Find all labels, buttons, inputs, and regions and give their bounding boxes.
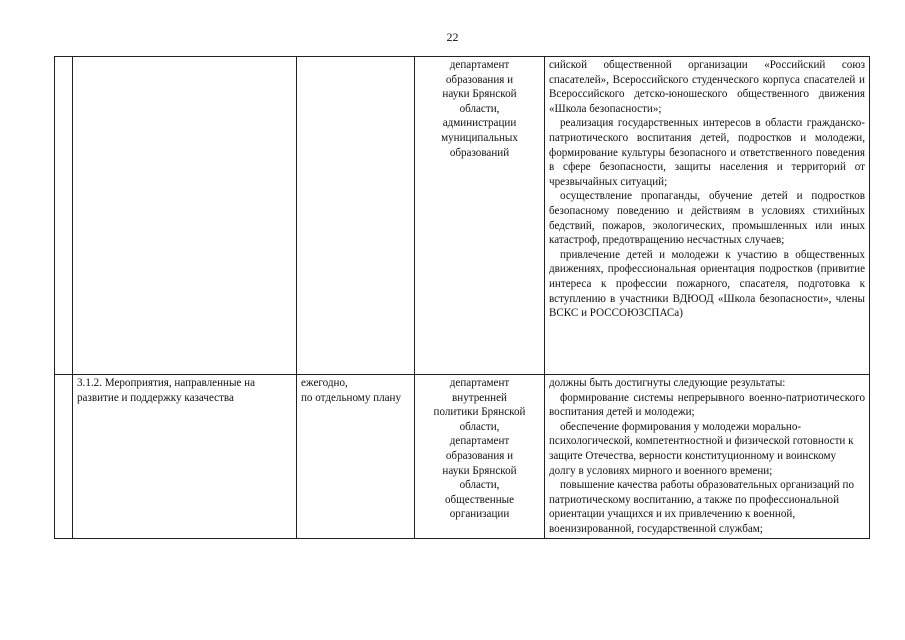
result-paragraph: обеспечение формирования у молодежи морально-психологической, компетентностной и физической готовности к защите Отечества, верности конституционному и воинскому долгу в условиях мирного и военного времени; <box>549 420 854 477</box>
term-cell <box>297 57 415 375</box>
executor-line: области, <box>459 479 500 492</box>
executor-line: образования и <box>445 73 514 86</box>
executors-cell <box>415 375 545 539</box>
result-paragraph: сийской общественной организации «Российский союз спасателей», Всероссийского студенческого корпуса спасателей и Всероссийского детско-юношеского общественного движения «Школа безопасности»; <box>549 59 865 115</box>
executors-cell <box>415 57 545 375</box>
table-row <box>55 57 870 375</box>
executor-line: общественные <box>444 493 515 506</box>
expected-results-cell <box>545 57 870 375</box>
term-cell <box>297 375 415 539</box>
measure-name-cell <box>73 375 297 539</box>
measure-name-cell <box>73 57 297 375</box>
row-number-cell <box>55 57 73 375</box>
row-number-cell <box>55 375 73 539</box>
result-paragraph: формирование системы непрерывного военно-патриотического воспитания детей и молодежи; <box>549 391 865 419</box>
result-paragraph: реализация государственных интересов в области гражданско-патриотического воспитания детей, подростков и молодежи, формирование культуры безопасного и ответственного поведения в сфере безопасности, защиты населения и территорий от чрезвычайных ситуаций; <box>549 117 865 188</box>
executor-line: образования и <box>445 449 514 462</box>
result-paragraph: должны быть достигнуты следующие результаты: <box>549 377 786 389</box>
result-paragraph: повышение качества работы образовательных организаций по патриотическому воспитанию, а также по профессиональной ориентации учащихся и их привлечению к военной, военизированной, государственной службам; <box>549 479 854 535</box>
executor-line: администрации <box>442 117 517 130</box>
executor-line: области, <box>459 420 500 433</box>
measures-table <box>54 56 870 539</box>
executor-line: образований <box>449 146 510 159</box>
result-paragraph: привлечение детей и молодежи к участию в общественных движениях, профессиональная ориентация подростков (привитие интереса к профессии пожарного, спасателя, подготовка к вступлению в участники ВДЮОД «Школа безопасности», члены ВСКС и РОССОЮЗСПАСа) <box>549 248 865 320</box>
executor-line: департамент <box>449 59 510 71</box>
result-paragraph: осуществление пропаганды, обучение детей и подростков безопасному поведению и действиям в условиях стихийных бедствий, пожаров, экологических, промышленных или иных катастроф, предотвращению несчастных случаев; <box>549 190 865 247</box>
expected-results-cell <box>545 375 870 539</box>
executor-line: внутренней <box>452 391 507 404</box>
term-line: по отдельному плану <box>301 391 402 404</box>
executor-line: науки Брянской <box>442 88 517 101</box>
executor-line: департамент <box>449 377 510 389</box>
executor-line: организации <box>449 508 510 521</box>
executor-line: департамент <box>449 435 510 448</box>
table-row <box>55 375 870 539</box>
measure-name: 3.1.2. Мероприятия, направленные на развитие и поддержку казачества <box>77 377 255 404</box>
page-number: 22 <box>446 30 459 44</box>
executor-line: области, <box>459 102 500 115</box>
executor-line: науки Брянской <box>442 464 517 477</box>
executor-line: муниципальных <box>441 131 518 144</box>
executor-line: политики Брянской <box>433 406 526 419</box>
term-line: ежегодно, <box>301 377 348 389</box>
